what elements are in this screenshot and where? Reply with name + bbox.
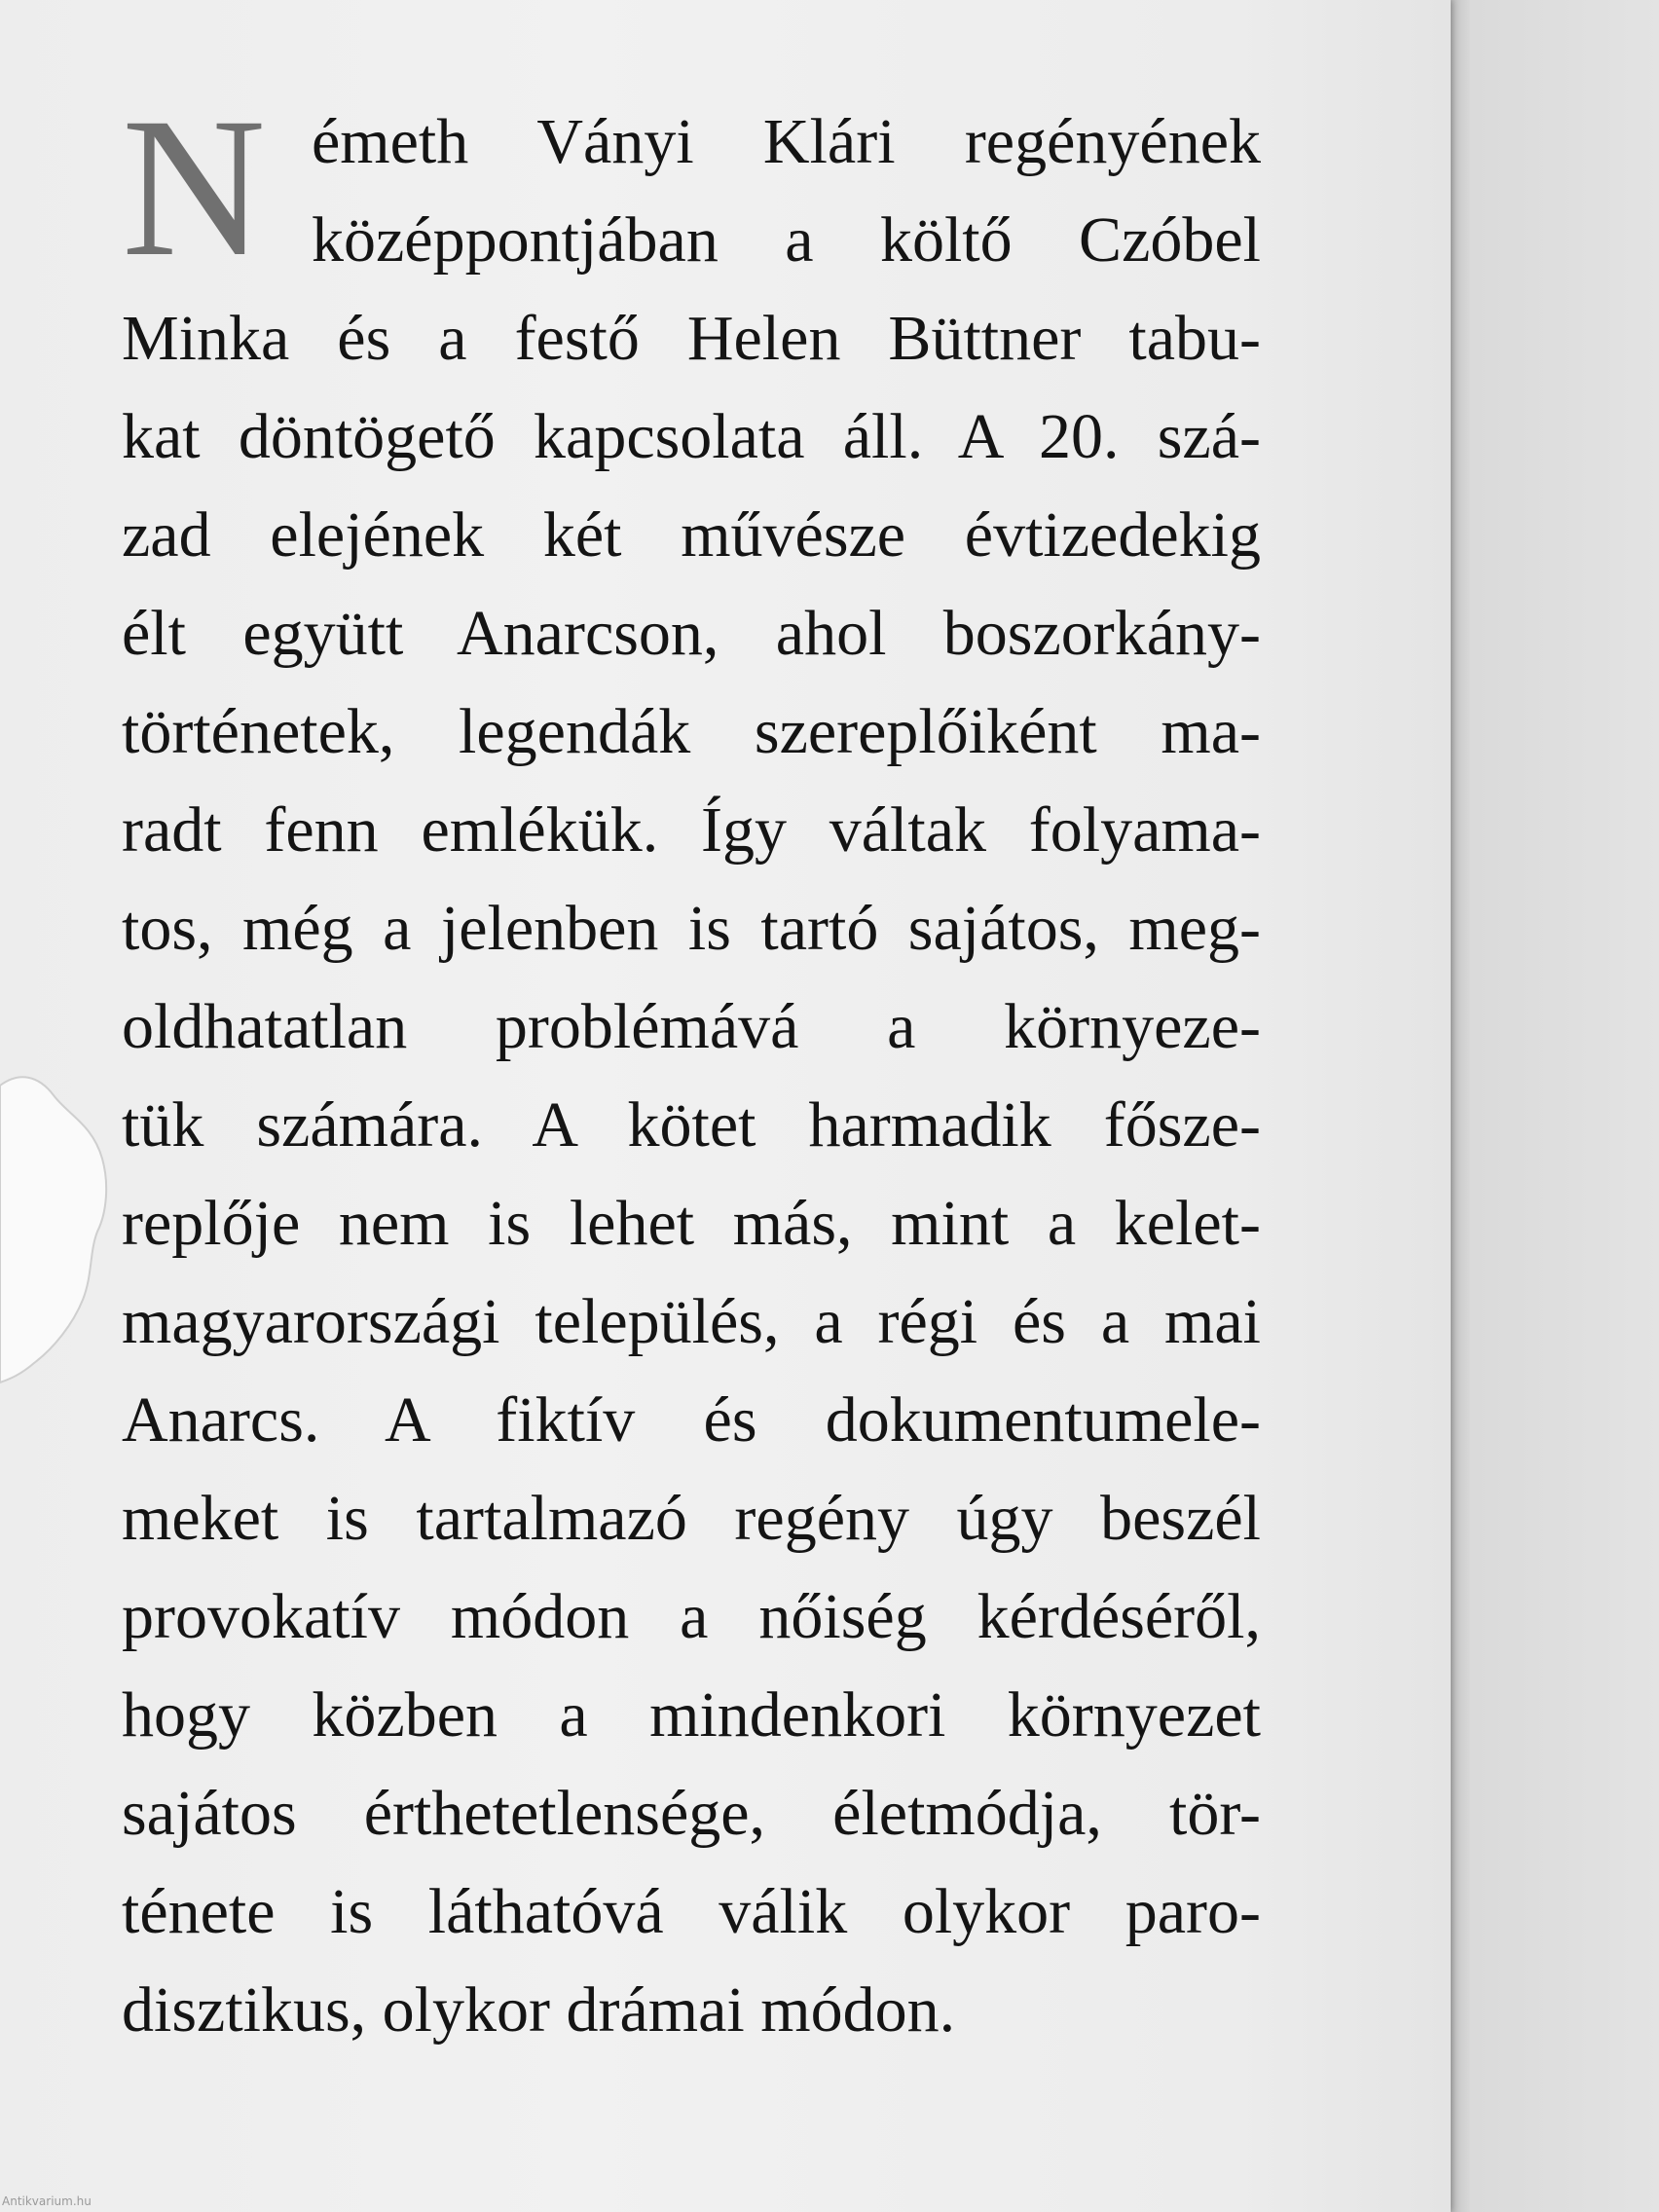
text-line: sajátos érthetetlensége, életmódja, tör- <box>122 1778 1261 1849</box>
text-line: radt fenn emlékük. Így váltak folyama- <box>122 794 1261 866</box>
text-line: disztikus, olykor drámai módon. <box>122 1974 956 2046</box>
watermark: Antikvarium.hu <box>2 2194 92 2208</box>
text-line: zad elejének két művésze évtizedekig <box>122 499 1261 571</box>
text-line: tos, még a jelenben is tartó sajátos, meg- <box>122 893 1261 964</box>
text-line: émeth Ványi Klári regényének <box>312 106 1261 177</box>
text-line: élt együtt Anarcson, ahol boszorkány- <box>122 598 1261 669</box>
text-line: történetek, legendák szereplőiként ma- <box>122 696 1261 767</box>
text-line: magyarországi település, a régi és a mai <box>122 1286 1261 1357</box>
text-line: Minka és a festő Helen Büttner tabu- <box>122 303 1261 374</box>
text-line: tük számára. A kötet harmadik fősze- <box>122 1089 1261 1161</box>
text-line: Anarcs. A fiktív és dokumentumele- <box>122 1384 1261 1456</box>
text-line: hogy közben a mindenkori környezet <box>122 1679 1261 1751</box>
text-line: oldhatatlan problémává a környeze- <box>122 991 1261 1062</box>
text-line: meket is tartalmazó regény úgy beszél <box>122 1483 1261 1554</box>
drop-cap: N <box>122 77 267 298</box>
text-line: kat döntögető kapcsolata áll. A 20. szá- <box>122 401 1261 472</box>
text-line: ténete is láthatóvá válik olykor paro- <box>122 1876 1261 1947</box>
background-surface <box>1470 0 1659 2212</box>
text-line: provokatív módon a nőiség kérdéséről, <box>122 1581 1261 1652</box>
text-line: középpontjában a költő Czóbel <box>312 204 1261 276</box>
blurb-text <box>122 77 1261 2059</box>
torn-paper-flap <box>0 1066 112 1387</box>
text-line: replője nem is lehet más, mint a kelet- <box>122 1188 1261 1259</box>
background-seam <box>1449 0 1470 2212</box>
